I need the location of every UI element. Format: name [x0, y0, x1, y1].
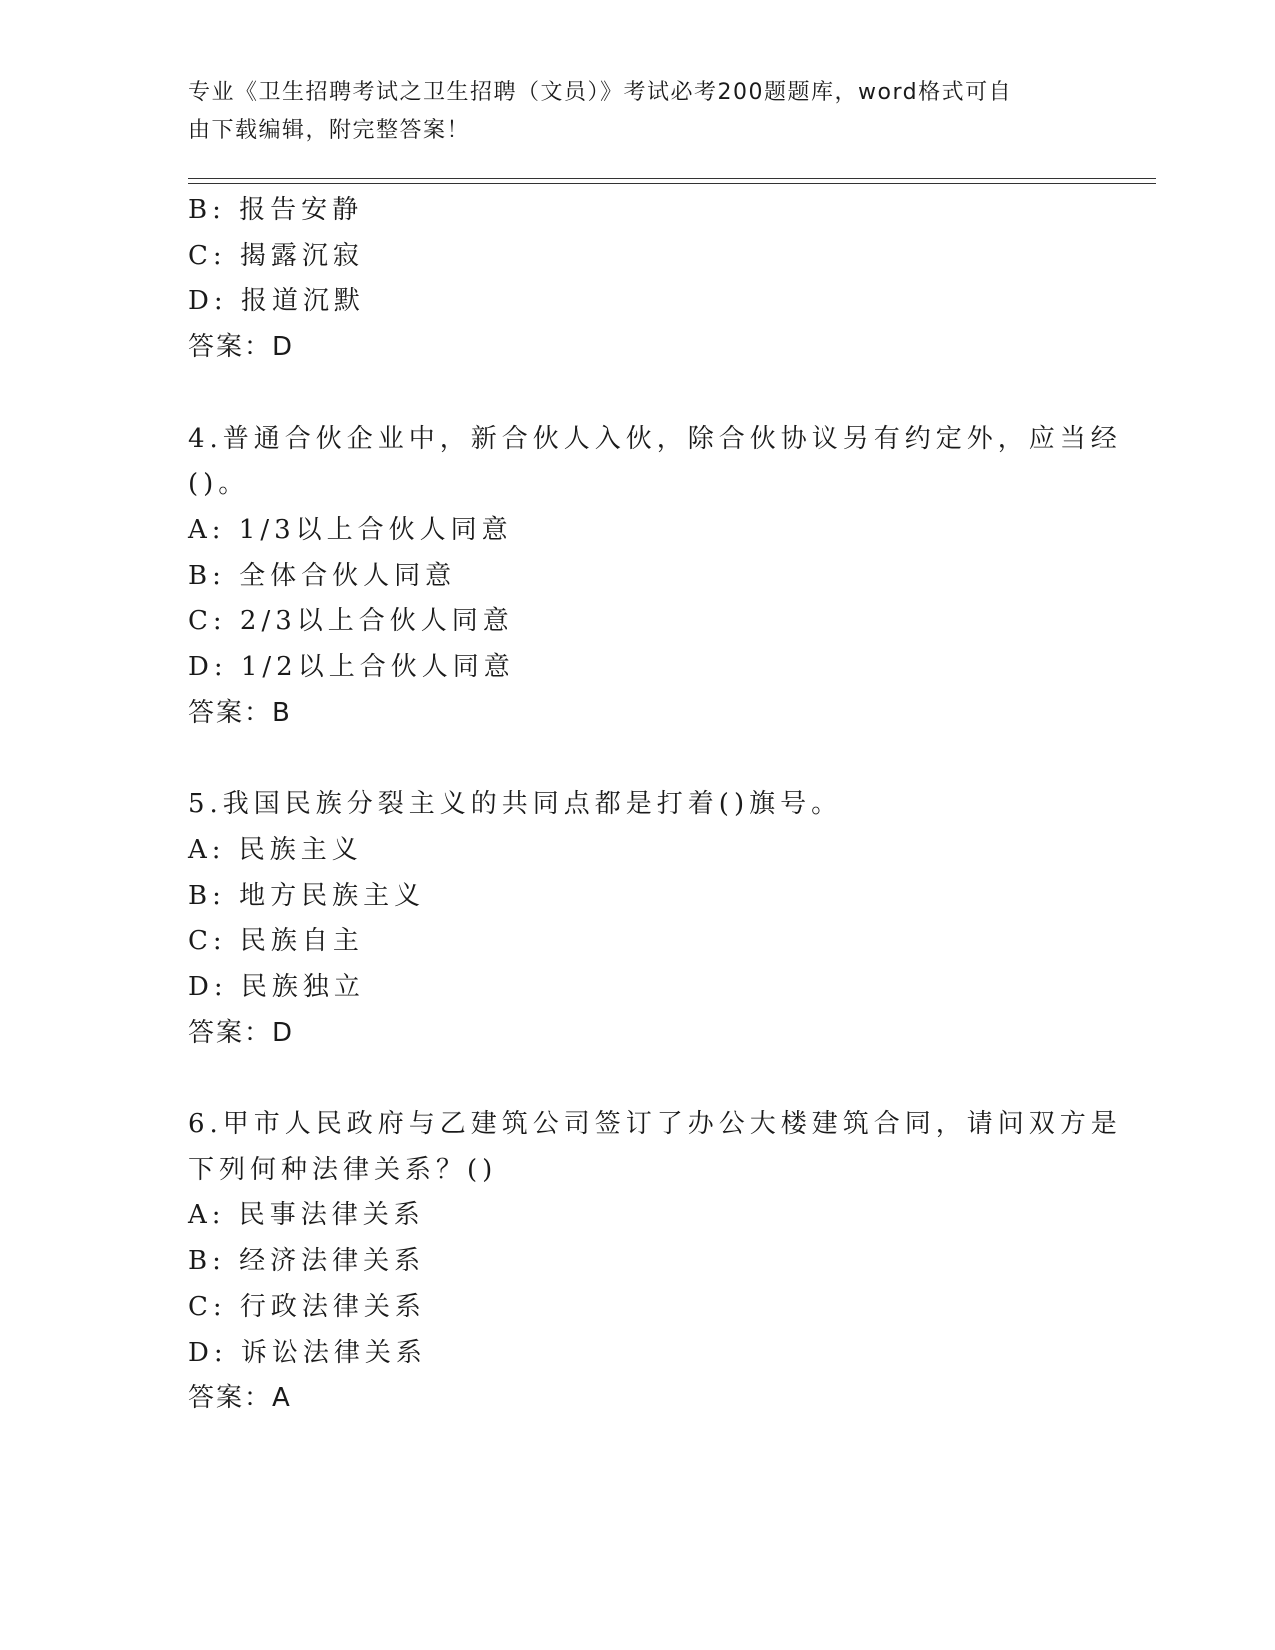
header-line-1: 专业《卫生招聘考试之卫生招聘（文员）》考试必考200题题库，word格式可自 [188, 80, 1013, 105]
question-stem-cont: ()。 [188, 469, 250, 500]
option-b: B: 报告安静 [188, 195, 364, 225]
option-b: B: 地方民族主义 [188, 880, 426, 911]
question-4 [188, 417, 1122, 737]
question-stem-cont: 下列何种法律关系？() [188, 1154, 498, 1185]
answer-line: 答案：D [188, 332, 295, 363]
option-a: A: 民事法律关系 [188, 1200, 425, 1231]
option-d: D: 诉讼法律关系 [188, 1337, 427, 1368]
option-d: D: 报道沉默 [188, 286, 365, 317]
option-a: A: 1/3以上合伙人同意 [188, 514, 513, 545]
option-b: B: 全体合伙人同意 [188, 560, 457, 591]
answer-line: 答案：D [188, 1017, 295, 1048]
header-divider-bottom [188, 183, 1156, 184]
answer-line: 答案：A [188, 1383, 292, 1414]
question-stem: 4.普通合伙企业中，新合伙人入伙，除合伙协议另有约定外，应当经 [188, 423, 1122, 454]
question-5 [188, 782, 1088, 1056]
header-line-2: 由下载编辑，附完整答案！ [188, 118, 471, 143]
option-c: C: 2/3以上合伙人同意 [188, 606, 514, 637]
option-d: D: 民族独立 [188, 971, 365, 1002]
question-list [188, 188, 1122, 1422]
option-c: C: 民族自主 [188, 926, 364, 957]
header-divider-top [188, 178, 1156, 179]
option-b: B: 经济法律关系 [188, 1246, 426, 1277]
question-3-tail [188, 188, 1088, 371]
question-6 [188, 1102, 1122, 1422]
option-c: C: 行政法律关系 [188, 1291, 426, 1322]
answer-line: 答案：B [188, 697, 292, 728]
question-stem: 5.我国民族分裂主义的共同点都是打着()旗号。 [188, 789, 843, 820]
option-c: C: 揭露沉寂 [188, 240, 364, 271]
option-d: D: 1/2以上合伙人同意 [188, 652, 515, 683]
question-stem: 6.甲市人民政府与乙建筑公司签订了办公大楼建筑合同，请问双方是 [188, 1109, 1122, 1140]
option-a: A: 民族主义 [188, 834, 363, 865]
document-header [188, 74, 1068, 150]
